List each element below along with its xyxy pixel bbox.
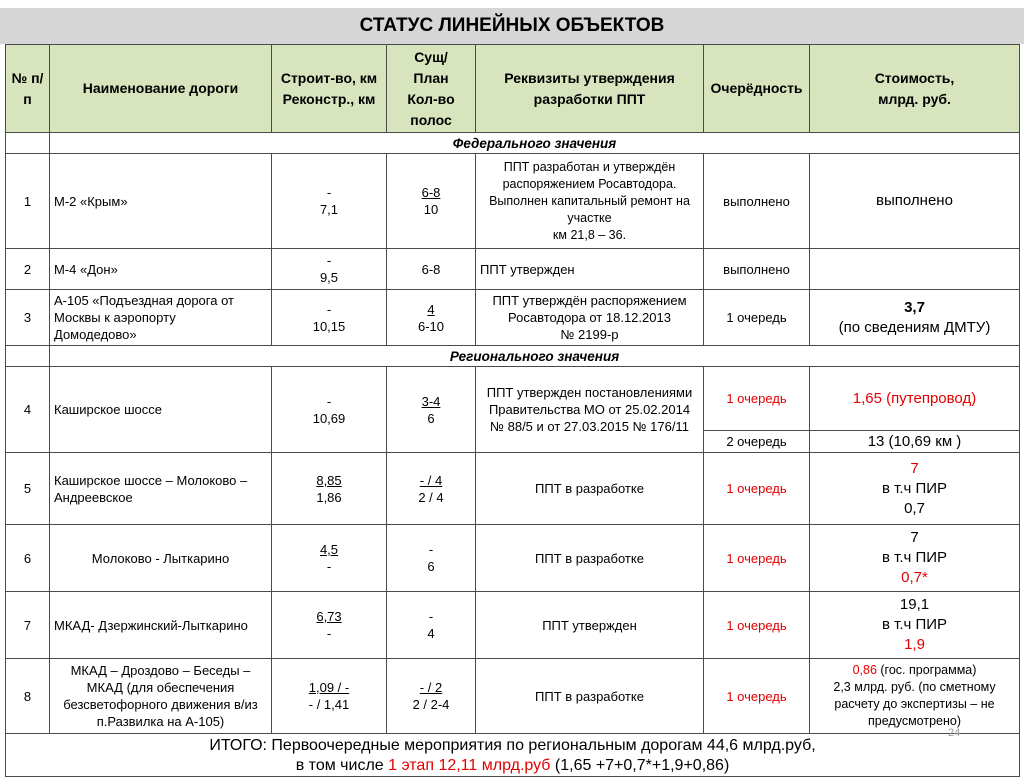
cost-cell xyxy=(810,659,1020,734)
lanes-top: 4 xyxy=(427,301,435,317)
build-top: 6,73 xyxy=(316,609,342,624)
header-cost-line1: Стоимость, xyxy=(874,69,955,86)
header-queue: Очерёдность xyxy=(704,45,810,133)
header-build-line2: Реконстр., км xyxy=(282,90,376,107)
build-top: - xyxy=(326,301,332,317)
lanes-cell xyxy=(387,154,476,249)
build-cell xyxy=(272,249,387,290)
total-red: 1 этап 12,11 млрд.руб xyxy=(388,757,551,774)
build-bottom: 9,5 xyxy=(319,270,339,285)
cost-red-note: (гос. программа) xyxy=(876,663,977,677)
lanes-cell xyxy=(387,659,476,734)
cost-pir-value: 1,9 xyxy=(904,636,925,653)
header-lanes xyxy=(387,45,476,133)
road-name-line: Каширское шоссе – Молоково – xyxy=(54,472,248,488)
cost-cell xyxy=(810,249,1020,290)
row-num: 3 xyxy=(6,290,50,346)
build-top: 1,09 / - xyxy=(308,680,350,695)
cost-line: предусмотрено) xyxy=(868,714,961,728)
cost-red: 0,86 xyxy=(852,663,877,677)
section-row-regional xyxy=(6,346,1020,367)
header-name: Наименование дороги xyxy=(50,45,272,133)
page-number: 24 xyxy=(948,727,961,739)
ppt-line: участке xyxy=(567,210,612,225)
cost-pir-value: 0,7* xyxy=(901,569,928,586)
road-name: М-2 «Крым» xyxy=(50,154,272,249)
section-title-federal: Федерального значения xyxy=(50,133,1020,154)
road-name-line: МКАД – Дроздово – Беседы – xyxy=(70,663,251,678)
total-suffix: (1,65 +7+0,7*+1,9+0,86) xyxy=(550,757,730,774)
cost-main: 3,7 xyxy=(904,298,925,316)
table-row xyxy=(6,290,1020,346)
ppt-cell: ППТ утвержден xyxy=(476,249,704,290)
build-bottom: 7,1 xyxy=(319,202,339,217)
build-bottom: - xyxy=(326,626,332,641)
lanes-top: - xyxy=(428,609,434,624)
table-row xyxy=(6,453,1020,525)
road-name xyxy=(50,659,272,734)
road-name-line: Андреевское xyxy=(54,489,133,505)
lanes-top: - / 2 xyxy=(419,680,443,695)
build-bottom: - xyxy=(326,559,332,574)
build-bottom: 1,86 xyxy=(316,489,342,505)
cost-main: 7 xyxy=(910,529,919,546)
build-bottom: 10,69 xyxy=(312,410,346,426)
ppt-cell xyxy=(476,367,704,453)
lanes-top: 6-8 xyxy=(421,185,441,200)
ppt-line: распоряжением Росавтодора. xyxy=(502,176,677,191)
lanes-bottom: 6 xyxy=(427,559,435,574)
total-line2 xyxy=(10,756,1015,776)
total-line1: ИТОГО: Первоочередные мероприятия по региональным дорогам 44,6 млрд.руб, xyxy=(209,737,816,754)
total-row xyxy=(6,734,1020,777)
lanes-top: - / 4 xyxy=(419,472,443,488)
lanes-cell xyxy=(387,453,476,525)
ppt-line: Правительства МО от 25.02.2014 xyxy=(488,402,691,417)
cost-cell xyxy=(810,290,1020,346)
ppt-line: № 2199-р xyxy=(560,327,619,342)
road-name-line: п.Развилка на А-105) xyxy=(96,714,225,729)
cost-note: (по сведениям ДМТУ) xyxy=(838,318,991,336)
header-ppt: Реквизиты утверждения разработки ППТ xyxy=(476,45,704,133)
section-row-federal xyxy=(6,133,1020,154)
ppt-cell: ППТ в разработке xyxy=(476,659,704,734)
queue-cell: 1 очередь xyxy=(704,525,810,592)
header-num: № п/п xyxy=(6,45,50,133)
lanes-bottom: 10 xyxy=(423,202,439,217)
queue-cell: 1 очередь xyxy=(704,367,810,431)
build-cell xyxy=(272,290,387,346)
section-title-regional: Регионального значения xyxy=(50,346,1020,367)
table-header-row xyxy=(6,45,1020,133)
cost-main: 7 xyxy=(910,459,919,477)
cost-pir-label: в т.ч ПИР xyxy=(881,616,948,633)
header-lanes-line1: Сущ/ xyxy=(414,48,448,65)
build-bottom: 10,15 xyxy=(312,318,346,334)
page-title: СТАТУС ЛИНЕЙНЫХ ОБЪЕКТОВ xyxy=(0,8,1024,44)
road-name xyxy=(50,290,272,346)
linear-objects-table xyxy=(5,44,1020,777)
ppt-line: ППТ утверждён распоряжением xyxy=(492,293,687,308)
lanes-cell xyxy=(387,525,476,592)
lanes-bottom: 6-10 xyxy=(417,318,445,334)
cost-line: 2,3 млрд. руб. (по сметному xyxy=(833,680,996,694)
cost-pir-value: 0,7 xyxy=(904,499,925,517)
queue-cell: выполнено xyxy=(704,154,810,249)
road-name-line: А-105 «Подъездная дорога от xyxy=(54,293,234,308)
build-bottom: - / 1,41 xyxy=(308,697,350,712)
road-name xyxy=(50,453,272,525)
header-build-line1: Строит-во, км xyxy=(280,69,378,86)
road-name-line: Домодедово» xyxy=(54,327,137,342)
lanes-bottom: 4 xyxy=(427,626,435,641)
row-num: 7 xyxy=(6,592,50,659)
total-prefix: в том числе xyxy=(295,757,389,774)
ppt-cell xyxy=(476,290,704,346)
build-cell xyxy=(272,367,387,453)
build-top: 8,85 xyxy=(316,472,342,488)
lanes-bottom: 6 xyxy=(427,410,435,426)
row-num: 2 xyxy=(6,249,50,290)
cost-line xyxy=(814,662,1015,679)
build-top: - xyxy=(326,393,332,409)
header-build xyxy=(272,45,387,133)
queue-cell: 1 очередь xyxy=(704,592,810,659)
ppt-cell: ППТ утвержден xyxy=(476,592,704,659)
cost-main: 19,1 xyxy=(899,596,930,613)
road-name: М-4 «Дон» xyxy=(50,249,272,290)
lanes-top: 3-4 xyxy=(421,393,441,409)
queue-cell: 1 очередь xyxy=(704,659,810,734)
lanes-cell xyxy=(387,290,476,346)
header-lanes-line2: План xyxy=(413,69,449,86)
cost-cell: 13 (10,69 км ) xyxy=(810,431,1020,453)
ppt-line: Росавтодора от 18.12.2013 xyxy=(508,310,671,325)
table-row xyxy=(6,525,1020,592)
header-cost-line2: млрд. руб. xyxy=(878,90,951,107)
road-name-line: МКАД (для обеспечения xyxy=(86,680,235,695)
queue-cell: выполнено xyxy=(704,249,810,290)
row-num: 6 xyxy=(6,525,50,592)
ppt-cell: ППТ в разработке xyxy=(476,453,704,525)
road-name-line: Москвы к аэропорту xyxy=(54,310,176,325)
ppt-line: ППТ разработан и утверждён xyxy=(503,159,676,174)
queue-cell: 1 очередь xyxy=(704,290,810,346)
road-name: Каширское шоссе xyxy=(50,367,272,453)
build-cell xyxy=(272,453,387,525)
road-name: Молоково - Лыткарино xyxy=(50,525,272,592)
build-cell xyxy=(272,154,387,249)
ppt-line: Выполнен капитальный ремонт на xyxy=(489,193,690,208)
row-num: 1 xyxy=(6,154,50,249)
queue-cell: 1 очередь xyxy=(704,453,810,525)
cost-pir-label: в т.ч ПИР xyxy=(881,549,948,566)
lanes-cell xyxy=(387,367,476,453)
cost-cell: выполнено xyxy=(810,154,1020,249)
cost-cell xyxy=(810,453,1020,525)
build-cell xyxy=(272,659,387,734)
header-lanes-line3: Кол-во xyxy=(407,90,455,107)
table-row xyxy=(6,154,1020,249)
cost-cell xyxy=(810,592,1020,659)
header-cost xyxy=(810,45,1020,133)
ppt-cell xyxy=(476,154,704,249)
lanes-cell: 6-8 xyxy=(387,249,476,290)
header-lanes-line4: полос xyxy=(410,111,452,128)
cost-pir-label: в т.ч ПИР xyxy=(881,479,948,497)
row-num: 5 xyxy=(6,453,50,525)
road-name-line: безсветофорного движения в/из xyxy=(63,697,258,712)
cost-cell: 1,65 (путепровод) xyxy=(810,367,1020,431)
build-cell xyxy=(272,525,387,592)
total-cell xyxy=(6,734,1020,777)
table-row xyxy=(6,367,1020,431)
lanes-bottom: 2 / 2-4 xyxy=(412,697,450,712)
build-top: - xyxy=(326,185,332,200)
row-num: 8 xyxy=(6,659,50,734)
cost-line: расчету до экспертизы – не xyxy=(834,697,995,711)
table-row xyxy=(6,592,1020,659)
table-row xyxy=(6,659,1020,734)
ppt-line: км 21,8 – 36. xyxy=(552,227,627,242)
build-top: 4,5 xyxy=(319,542,339,557)
lanes-cell xyxy=(387,592,476,659)
lanes-top: - xyxy=(428,542,434,557)
lanes-bottom: 2 / 4 xyxy=(418,489,444,505)
ppt-line: № 88/5 и от 27.03.2015 № 176/11 xyxy=(490,419,689,434)
table-row xyxy=(6,249,1020,290)
row-num: 4 xyxy=(6,367,50,453)
ppt-cell: ППТ в разработке xyxy=(476,525,704,592)
build-cell xyxy=(272,592,387,659)
road-name: МКАД- Дзержинский-Лыткарино xyxy=(50,592,272,659)
cost-cell xyxy=(810,525,1020,592)
queue-cell: 2 очередь xyxy=(704,431,810,453)
ppt-line: ППТ утвержден постановлениями xyxy=(486,385,693,400)
build-top: - xyxy=(326,253,332,268)
